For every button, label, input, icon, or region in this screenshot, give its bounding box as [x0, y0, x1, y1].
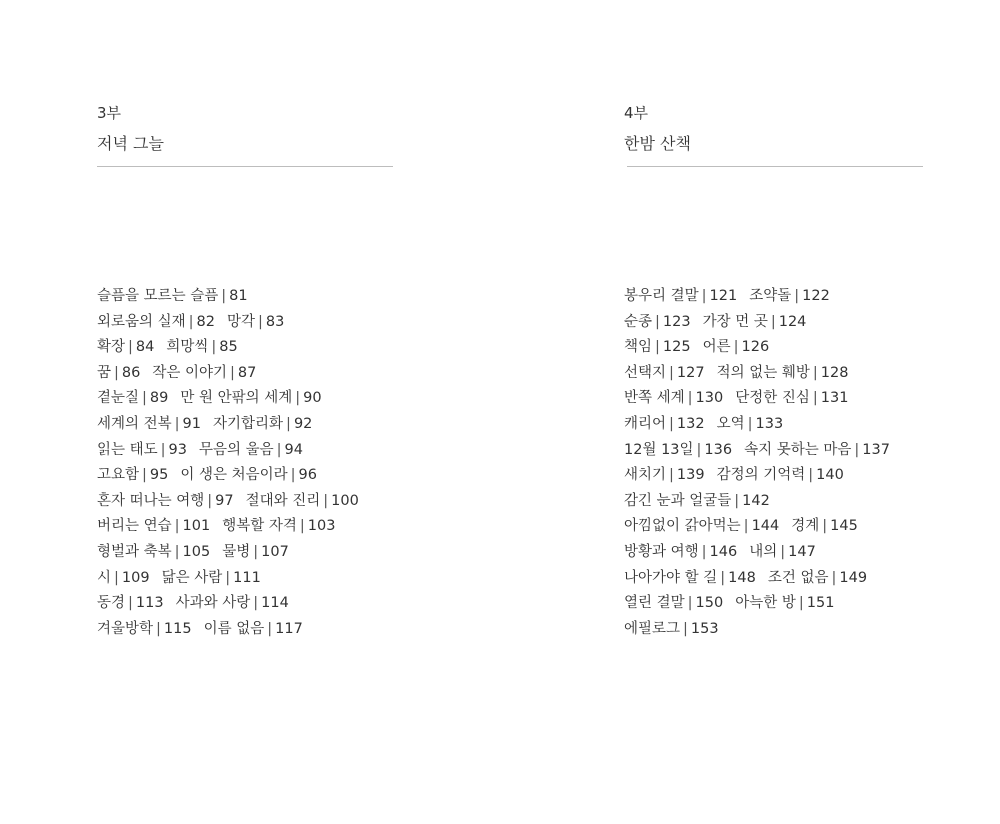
- toc-entry: [97, 288, 248, 304]
- toc-entry-title: 만 원 안팎의 세계: [180, 390, 293, 407]
- toc-separator: |: [174, 543, 180, 560]
- toc-line: [97, 463, 359, 489]
- toc-entry: [152, 365, 256, 381]
- toc-entry-page: 94: [284, 441, 303, 458]
- toc-separator: |: [701, 543, 707, 560]
- toc-entry: [624, 595, 723, 611]
- toc-separator: |: [128, 595, 133, 612]
- toc-entry-title: 이름 없음: [203, 620, 265, 637]
- toc-separator: |: [295, 390, 301, 407]
- toc-line: [97, 489, 359, 515]
- toc-separator: |: [230, 364, 235, 381]
- toc-line: [624, 566, 890, 592]
- toc-entry-title: 감정의 기억력: [716, 467, 806, 484]
- toc-separator: |: [696, 441, 702, 458]
- toc-separator: |: [290, 467, 296, 484]
- toc-entry-page: 107: [261, 543, 289, 560]
- toc-entry-title: 형벌과 축복: [97, 543, 172, 560]
- toc-entry-title: 혼자 떠나는 여행: [97, 492, 205, 509]
- toc-line: [624, 335, 890, 361]
- toc-entry-page: 130: [695, 390, 724, 407]
- toc-line: [97, 386, 359, 412]
- part-number: 4부: [624, 104, 649, 122]
- toc-entry: [703, 314, 807, 330]
- toc-line: [624, 284, 890, 310]
- toc-entry-page: 121: [709, 288, 738, 304]
- toc-line: [624, 438, 890, 464]
- toc-entry-page: 144: [751, 518, 780, 535]
- toc-entry-page: 149: [839, 569, 868, 586]
- toc-entry-title: 캐리어: [624, 415, 667, 432]
- toc-entry-title: 작은 이야기: [152, 364, 228, 381]
- toc-entry-title: 조건 없음: [767, 569, 829, 586]
- toc-entry-page: 105: [182, 543, 211, 560]
- toc-entry-page: 117: [275, 620, 303, 637]
- toc-entry-title: 행복할 자격: [222, 518, 297, 535]
- toc-list: [97, 284, 359, 642]
- toc-separator: |: [687, 595, 693, 612]
- toc-entry: [749, 544, 816, 560]
- toc-entry-page: 101: [182, 518, 211, 535]
- toc-line: [624, 386, 890, 412]
- toc-entry: [624, 621, 719, 637]
- toc-separator: |: [743, 518, 749, 535]
- toc-entry-page: 96: [298, 467, 317, 484]
- toc-entry-page: 132: [676, 415, 705, 432]
- toc-entry: [97, 518, 210, 534]
- toc-separator: |: [669, 467, 674, 484]
- toc-entry: [624, 493, 770, 509]
- toc-separator: |: [794, 288, 800, 304]
- toc-entry-page: 84: [135, 339, 155, 356]
- toc-entry: [744, 442, 890, 458]
- toc-line: [97, 361, 359, 387]
- toc-page-right: [500, 0, 1000, 824]
- toc-separator: |: [323, 492, 329, 509]
- toc-entry-title: 닮은 사람: [161, 569, 223, 586]
- toc-line: [624, 591, 890, 617]
- toc-separator: |: [780, 543, 786, 560]
- toc-entry-title: 선택지: [624, 364, 667, 381]
- toc-entry: [624, 416, 705, 432]
- toc-entry-page: 113: [135, 595, 164, 612]
- toc-entry-page: 83: [265, 313, 285, 330]
- toc-separator: |: [253, 543, 259, 560]
- toc-separator: |: [188, 313, 194, 330]
- toc-separator: |: [669, 415, 674, 432]
- toc-line: [97, 591, 359, 617]
- toc-entry-page: 85: [219, 339, 238, 356]
- toc-entry: [717, 467, 844, 483]
- part-number: 3부: [97, 104, 122, 122]
- part-divider: [627, 166, 923, 167]
- toc-entry-title: 아낌없이 갉아먹는: [624, 518, 741, 535]
- toc-entry-page: 127: [676, 364, 705, 381]
- toc-separator: |: [160, 441, 166, 458]
- toc-entry-title: 단정한 진심: [735, 390, 810, 407]
- toc-entry-page: 125: [662, 339, 691, 356]
- toc-entry: [717, 416, 784, 432]
- toc-entry-page: 146: [709, 543, 738, 560]
- toc-entry-title: 고요함: [97, 467, 140, 484]
- toc-entry: [97, 314, 215, 330]
- toc-entry-title: 반쪽 세계: [624, 390, 685, 407]
- toc-entry-page: 150: [695, 595, 724, 612]
- toc-separator: |: [174, 518, 180, 535]
- toc-separator: |: [299, 518, 305, 535]
- toc-entry: [97, 390, 168, 406]
- toc-entry-page: 153: [690, 620, 719, 637]
- toc-separator: |: [142, 390, 147, 407]
- toc-separator: |: [258, 313, 263, 330]
- toc-separator: |: [114, 569, 119, 586]
- toc-separator: |: [733, 339, 739, 356]
- toc-line: [97, 310, 359, 336]
- toc-entry: [162, 570, 261, 586]
- toc-entry: [624, 518, 779, 534]
- toc-separator: |: [211, 339, 217, 356]
- toc-entry-title: 경계: [791, 518, 820, 535]
- toc-entry: [97, 544, 210, 560]
- toc-entry-title: 조약돌: [749, 288, 792, 304]
- toc-entry: [791, 518, 858, 534]
- part-divider: [97, 166, 393, 167]
- toc-entry-page: 97: [215, 492, 234, 509]
- toc-separator: |: [174, 415, 180, 432]
- toc-entry: [768, 570, 867, 586]
- toc-entry-page: 81: [229, 288, 248, 304]
- toc-entry-title: 이 생은 처음이라: [180, 467, 288, 484]
- toc-entry: [624, 365, 705, 381]
- toc-line: [624, 412, 890, 438]
- toc-entry-title: 무음의 울음: [198, 441, 274, 458]
- toc-entry: [703, 339, 770, 355]
- toc-entry-title: 시: [97, 569, 112, 586]
- toc-separator: |: [156, 620, 161, 637]
- toc-entry: [180, 467, 317, 483]
- toc-separator: |: [276, 441, 282, 458]
- toc-entry: [624, 467, 705, 483]
- toc-entry-page: 122: [802, 288, 830, 304]
- toc-entry-page: 128: [820, 364, 849, 381]
- toc-entry: [97, 339, 154, 355]
- toc-entry: [97, 416, 201, 432]
- toc-entry: [749, 288, 830, 304]
- toc-line: [97, 540, 359, 566]
- toc-entry-title: 가장 먼 곳: [702, 313, 768, 330]
- toc-entry-page: 95: [149, 467, 169, 484]
- toc-entry-page: 82: [196, 313, 215, 330]
- toc-entry-title: 읽는 태도: [97, 441, 158, 458]
- toc-entry-page: 133: [755, 415, 784, 432]
- toc-line: [624, 310, 890, 336]
- toc-entry-title: 절대와 진리: [245, 492, 321, 509]
- toc-entry: [227, 314, 284, 330]
- toc-entry-page: 114: [261, 595, 289, 612]
- toc-entry: [624, 544, 737, 560]
- toc-separator: |: [831, 569, 837, 586]
- toc-line: [624, 540, 890, 566]
- toc-entry-title: 적의 없는 훼방: [716, 364, 810, 381]
- toc-entry-title: 나아가야 할 길: [624, 569, 718, 586]
- toc-separator: |: [798, 595, 804, 612]
- toc-line: [97, 617, 359, 643]
- toc-line: [624, 514, 890, 540]
- toc-entry-title: 오역: [716, 415, 745, 432]
- toc-entry: [624, 314, 691, 330]
- toc-entry-page: 151: [806, 595, 835, 612]
- toc-line: [624, 463, 890, 489]
- toc-entry-page: 89: [149, 390, 169, 407]
- toc-entry-title: 외로움의 실재: [97, 313, 186, 330]
- toc-entry-page: 123: [662, 313, 691, 330]
- toc-entry-page: 145: [830, 518, 858, 535]
- toc-entry-page: 126: [741, 339, 770, 356]
- toc-entry-title: 자기합리화: [213, 415, 284, 432]
- toc-separator: |: [854, 441, 860, 458]
- toc-entry-page: 115: [163, 620, 192, 637]
- toc-entry: [97, 467, 168, 483]
- toc-entry-title: 세계의 전복: [97, 415, 172, 432]
- toc-separator: |: [808, 467, 814, 484]
- toc-entry-title: 순종: [624, 313, 653, 330]
- toc-entry: [624, 570, 756, 586]
- toc-entry-title: 겨울방학: [97, 620, 154, 637]
- toc-entry-title: 열린 결말: [624, 595, 685, 612]
- toc-separator: |: [128, 339, 133, 356]
- toc-entry: [735, 390, 848, 406]
- toc-entry: [213, 416, 312, 432]
- toc-separator: |: [812, 364, 818, 381]
- toc-entry-page: 109: [121, 569, 150, 586]
- toc-entry-page: 147: [788, 543, 816, 560]
- toc-entry-page: 100: [331, 492, 359, 509]
- part-title: 한밤 산책: [624, 134, 691, 153]
- toc-entry-title: 새치기: [624, 467, 667, 484]
- toc-entry: [624, 390, 723, 406]
- toc-line: [624, 489, 890, 515]
- toc-entry: [97, 442, 187, 458]
- toc-entry: [624, 288, 737, 304]
- toc-entry-title: 12월 13일: [624, 441, 694, 458]
- toc-separator: |: [253, 595, 259, 612]
- toc-entry-title: 봉우리 결말: [624, 288, 699, 304]
- toc-entry: [97, 365, 140, 381]
- part-title: 저녁 그늘: [97, 134, 164, 153]
- toc-line: [624, 617, 890, 643]
- toc-separator: |: [812, 390, 818, 407]
- toc-entry: [97, 595, 164, 611]
- toc-separator: |: [734, 492, 740, 509]
- toc-entry-title: 물병: [222, 543, 251, 560]
- toc-line: [624, 361, 890, 387]
- toc-entry-title: 슬픔을 모르는 슬픔: [97, 288, 219, 304]
- toc-separator: |: [655, 313, 660, 330]
- toc-line: [97, 335, 359, 361]
- toc-line: [97, 412, 359, 438]
- toc-entry: [222, 518, 335, 534]
- toc-line: [97, 438, 359, 464]
- toc-entry-page: 103: [307, 518, 336, 535]
- toc-separator: |: [114, 364, 119, 381]
- toc-entry-title: 희망씩: [166, 339, 209, 356]
- toc-separator: |: [267, 620, 273, 637]
- toc-line: [97, 566, 359, 592]
- toc-entry: [176, 595, 289, 611]
- toc-entry-page: 136: [704, 441, 733, 458]
- toc-separator: |: [822, 518, 828, 535]
- toc-separator: |: [669, 364, 674, 381]
- toc-entry-page: 137: [862, 441, 890, 458]
- toc-separator: |: [747, 415, 753, 432]
- toc-entry-title: 내의: [749, 543, 778, 560]
- toc-entry-page: 90: [303, 390, 322, 407]
- toc-line: [97, 284, 359, 310]
- toc-entry-page: 92: [293, 415, 313, 432]
- toc-entry: [246, 493, 359, 509]
- toc-entry-page: 91: [182, 415, 201, 432]
- toc-separator: |: [683, 620, 688, 637]
- toc-entry: [204, 621, 303, 637]
- toc-entry-title: 책임: [624, 339, 653, 356]
- toc-entry-page: 93: [168, 441, 187, 458]
- toc-entry-title: 망각: [227, 313, 256, 330]
- toc-separator: |: [221, 288, 227, 304]
- toc-entry: [222, 544, 289, 560]
- toc-entry: [166, 339, 237, 355]
- toc-entry-title: 꿈: [97, 364, 112, 381]
- toc-entry-title: 에필로그: [624, 620, 681, 637]
- toc-list: [624, 284, 890, 642]
- toc-entry-page: 139: [676, 467, 705, 484]
- toc-entry-page: 87: [237, 364, 257, 381]
- toc-entry-title: 감긴 눈과 얼굴들: [624, 492, 732, 509]
- toc-entry: [199, 442, 303, 458]
- toc-entry-page: 111: [233, 569, 261, 586]
- toc-entry: [735, 595, 834, 611]
- toc-separator: |: [286, 415, 291, 432]
- toc-entry: [717, 365, 849, 381]
- toc-entry-page: 140: [816, 467, 844, 484]
- toc-entry-title: 동경: [97, 595, 126, 612]
- toc-separator: |: [701, 288, 707, 304]
- toc-entry-title: 어른: [702, 339, 731, 356]
- toc-line: [97, 514, 359, 540]
- toc-entry-title: 곁눈질: [97, 390, 140, 407]
- toc-entry-title: 속지 못하는 마음: [744, 441, 852, 458]
- toc-separator: |: [770, 313, 776, 330]
- toc-separator: |: [655, 339, 660, 356]
- toc-entry: [180, 390, 321, 406]
- toc-entry-page: 148: [728, 569, 756, 586]
- toc-entry-title: 사과와 사랑: [175, 595, 251, 612]
- toc-entry-title: 방황과 여행: [624, 543, 699, 560]
- toc-entry: [97, 570, 150, 586]
- toc-separator: |: [720, 569, 726, 586]
- toc-separator: |: [225, 569, 231, 586]
- toc-separator: |: [687, 390, 693, 407]
- toc-entry-title: 확장: [97, 339, 126, 356]
- toc-entry: [97, 493, 234, 509]
- toc-entry-title: 아늑한 방: [735, 595, 796, 612]
- toc-entry-page: 124: [778, 313, 807, 330]
- toc-entry-title: 버리는 연습: [97, 518, 172, 535]
- toc-entry-page: 142: [742, 492, 770, 509]
- toc-entry: [624, 339, 691, 355]
- toc-entry-page: 86: [121, 364, 141, 381]
- toc-entry-page: 131: [820, 390, 849, 407]
- toc-separator: |: [207, 492, 213, 509]
- toc-entry: [624, 442, 732, 458]
- toc-separator: |: [142, 467, 147, 484]
- toc-entry: [97, 621, 192, 637]
